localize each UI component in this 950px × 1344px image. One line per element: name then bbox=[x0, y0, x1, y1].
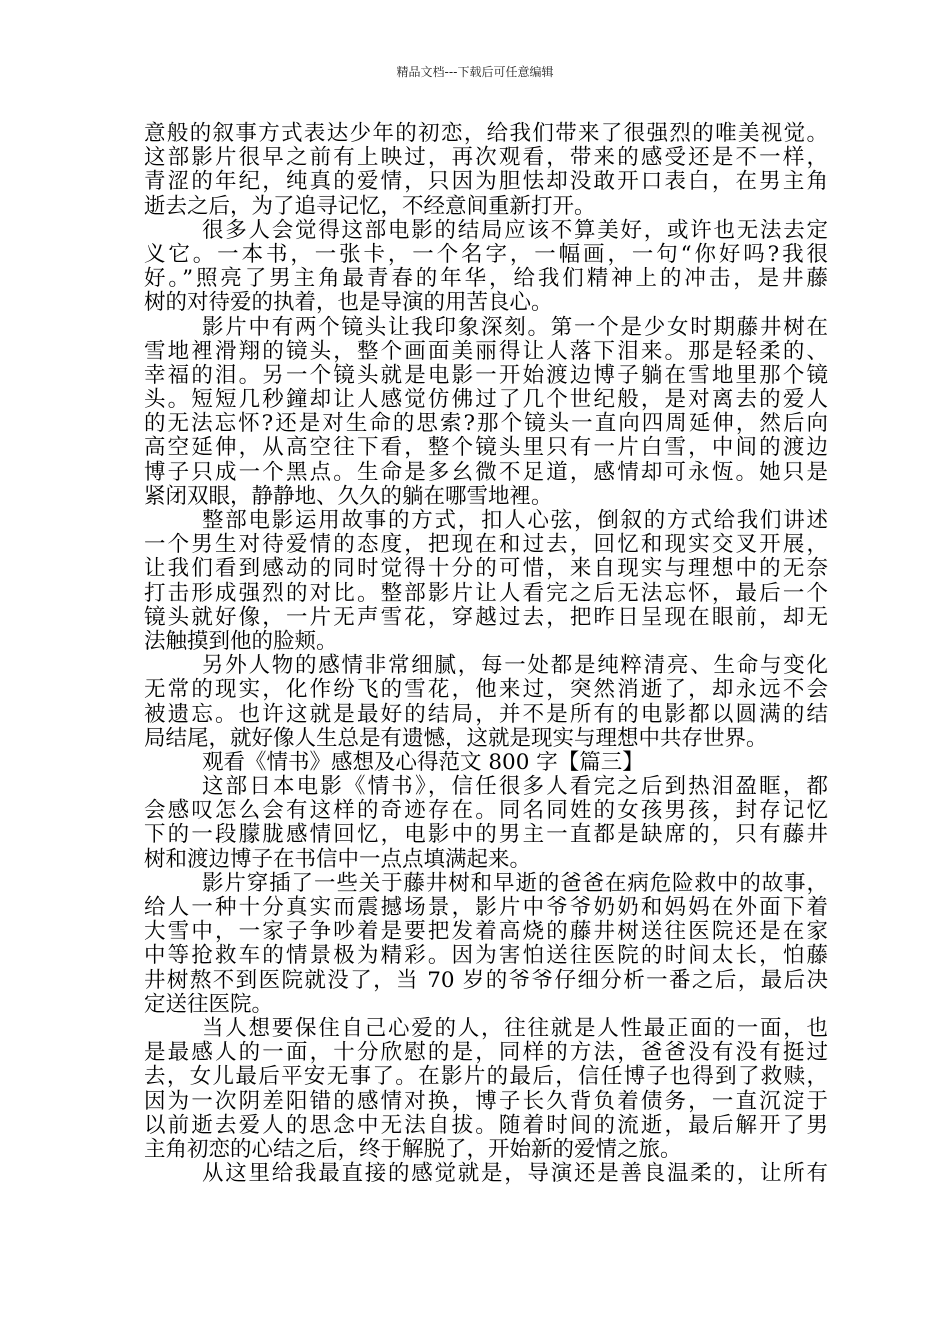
text-line: 法触摸到他的脸颊。 bbox=[144, 628, 338, 654]
text-line: 观看《情书》感想及心得范文 800 字【篇三】 bbox=[202, 749, 644, 775]
text-line: 好。”照亮了男主角最青春的年华，给我们精神上的冲击，是井藤 bbox=[144, 266, 828, 292]
text-line: 井树熬不到医院就没了，当 70 岁的爷爷仔细分析一番之后，最后决 bbox=[144, 967, 828, 993]
text-line: 整部电影运用故事的方式，扣人心弦，倒叙的方式给我们讲述 bbox=[202, 508, 828, 533]
text-line: 被遗忘。也许这就是最好的结局，并不是所有的电影都以圆满的结 bbox=[144, 701, 828, 727]
text-line: 主角初恋的心结之后，终于解脱了，开始新的爱情之旅。 bbox=[144, 1136, 682, 1162]
text-line: 高空延伸，从高空往下看，整个镜头里只有一片白雪，中间的渡边 bbox=[144, 435, 828, 461]
text-line: 当人想要保住自己心爱的人，往往就是人性最正面的一面，也 bbox=[202, 1015, 828, 1041]
text-line: 打击形成强烈的对比。整部影片让人看完之后无法忘怀，最后一个 bbox=[144, 580, 828, 606]
text-line: 去，女儿最后平安无事了。在影片的最后，信任博子也得到了救赎， bbox=[144, 1064, 828, 1090]
text-line: 以前逝去爱人的思念中无法自拔。随着时间的流逝，最后解开了男 bbox=[144, 1112, 828, 1138]
text-line: 青涩的年纪，纯真的爱情，只因为胆怯却没敢开口表白，在男主角 bbox=[144, 169, 828, 195]
text-line: 从这里给我最直接的感觉就是，导演还是善良温柔的，让所有 bbox=[202, 1161, 828, 1187]
text-line: 这部影片很早之前有上映过，再次观看，带来的感受还是不一样， bbox=[144, 145, 828, 171]
text-line: 让我们看到感动的同时觉得十分的可惜，来自现实与理想中的无奈 bbox=[144, 556, 828, 582]
text-line: 无常的现实，化作纷飞的雪花，他来过，突然消逝了，却永远不会 bbox=[144, 677, 828, 703]
text-line: 这部日本电影《情书》，信任很多人看完之后到热泪盈眶，都 bbox=[202, 774, 828, 800]
text-line: 另外人物的感情非常细腻，每一处都是纯粹清亮、生命与变化 bbox=[202, 653, 828, 679]
page-header: 精品文档---下载后可任意编辑 bbox=[396, 65, 554, 79]
text-line: 下的一段朦胧感情回忆，电影中的男主一直都是缺席的，只有藤井 bbox=[144, 822, 828, 848]
text-line: 大雪中，一家子争吵着是要把发着高烧的藤井树送往医院还是在家 bbox=[144, 919, 828, 945]
text-line: 头。短短几秒鐘却让人感觉仿佛过了几个世纪般，是对离去的爱人 bbox=[144, 387, 828, 413]
text-line: 很多人会觉得这部电影的结局应该不算美好，或许也无法去定 bbox=[202, 217, 828, 243]
document-body bbox=[144, 122, 828, 1186]
text-line: 是最感人的一面，十分欣慰的是，同样的方法，爸爸没有没有挺过 bbox=[144, 1040, 828, 1066]
text-line: 树的对待爱的执着，也是导演的用苦良心。 bbox=[144, 290, 553, 316]
text-line: 逝去之后，为了追寻记忆，不经意间重新打开。 bbox=[144, 193, 596, 219]
text-line: 定送往医院。 bbox=[144, 991, 274, 1017]
text-line: 影片中有两个镜头让我印象深刻。第一个是少女时期藤井树在 bbox=[202, 314, 828, 340]
text-line: 树和渡边博子在书信中一点点填满起来。 bbox=[144, 846, 532, 872]
text-line: 中等抢救车的情景极为精彩。因为害怕送往医院的时间太长，怕藤 bbox=[144, 943, 828, 969]
text-line: 一个男生对待爱情的态度，把现在和过去，回忆和现实交叉开展， bbox=[144, 532, 828, 558]
text-line: 因为一次阴差阳错的感情对换，博子长久背负着债务，一直沉淀于 bbox=[144, 1088, 828, 1114]
text-line: 影片穿插了一些关于藤井树和早逝的爸爸在病危险救中的故事， bbox=[202, 870, 828, 896]
text-line: 镜头就好像，一片无声雪花，穿越过去，把昨日呈现在眼前，却无 bbox=[144, 604, 828, 630]
text-line: 会感叹怎么会有这样的奇迹存在。同名同姓的女孩男孩，封存记忆 bbox=[144, 798, 828, 824]
text-line: 意般的叙事方式表达少年的初恋，给我们带来了很强烈的唯美视觉。 bbox=[144, 121, 828, 146]
text-line: 给人一种十分真实而震撼场景，影片中爷爷奶奶和妈妈在外面下着 bbox=[144, 895, 828, 920]
text-line: 幸福的泪。另一个镜头就是电影一开始渡边博子躺在雪地里那个镜 bbox=[144, 362, 828, 388]
text-line: 雪地裡滑翔的镜头，整个画面美丽得让人落下泪来。那是轻柔的、 bbox=[144, 338, 828, 364]
text-line: 义它。一本书，一张卡，一个名字，一幅画，一句“你好吗?我很 bbox=[144, 241, 828, 267]
text-line: 的无法忘怀?还是对生命的思索?那个镜头一直向四周延伸，然后向 bbox=[144, 411, 828, 437]
text-line: 局结尾，就好像人生总是有遗憾，这就是现实与理想中共存世界。 bbox=[144, 725, 768, 751]
text-line: 博子只成一个黑点。生命是多幺微不足道，感情却可永恆。她只是 bbox=[144, 459, 828, 485]
text-line: 紧闭双眼，静静地、久久的躺在哪雪地裡。 bbox=[144, 483, 553, 509]
